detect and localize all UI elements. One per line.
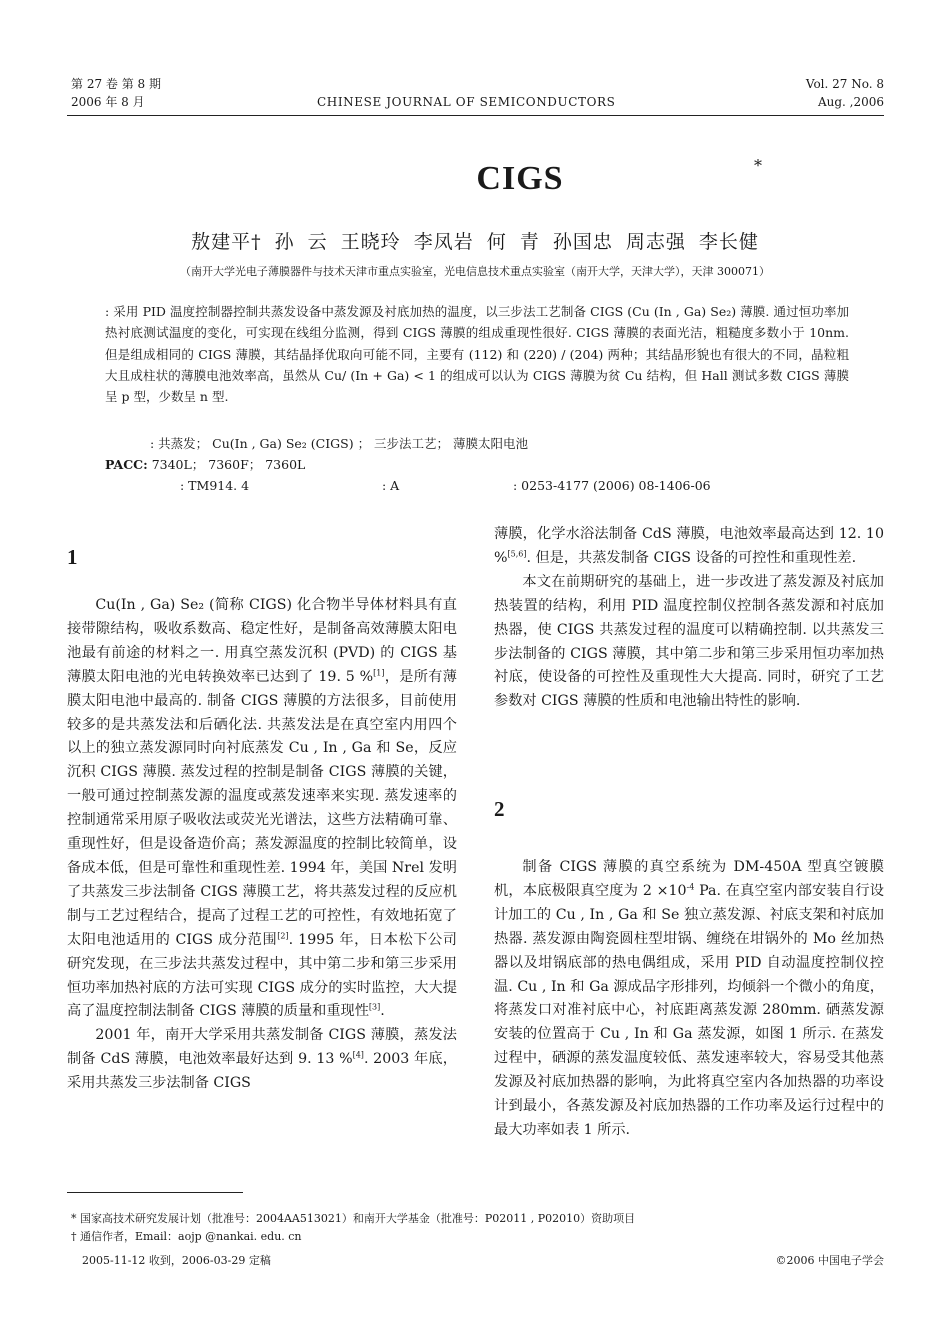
journal-name: CHINESE JOURNAL OF SEMICONDUCTORS [317,95,616,109]
ref-5-6: [5,6] [507,549,527,559]
section-2-heading: 2 [494,797,505,821]
document-code: : A [382,478,400,493]
intro-continued: 薄膜，化学水浴法制备 CdS 薄膜，电池效率最高达到 12. 10 %[5,6]. 但是，共蒸发制备 CIGS 设备的可控性和重现性差. [494,526,884,566]
volume-issue-en: Vol. 27 No. 8 [805,77,884,91]
date-en: Aug. ,2006 [817,95,884,109]
right-column-top [494,523,884,714]
pacc-label: PACC: [105,457,148,472]
right-column-section-2 [494,856,884,1143]
intro-paragraph-1: Cu(In , Ga) Se₂ (简称 CIGS) 化合物半导体材料具有直接带隙结构，吸收系数高、稳定性好，是制备高效薄膜太阳电池最有前途的材料之一. 用真空蒸发沉积 (PVD) 的 CIGS 基薄膜太阳电池的光电转换效率已达到了 19. 5 %[1]，是所有薄膜太阳电池中最高的. 制备 CIGS 薄膜的方法很多，目前使用较多的是共蒸发法和后硒化法. 共蒸发法是在真空室内用四个以上的独立蒸发源同时向衬底蒸发 Cu , In , Ga 和 Se，反应沉积 CIGS 薄膜. 蒸发过程的控制是制备 CIGS 薄膜的关键，一般可通过控制蒸发源的温度或蒸发速率来实现. 蒸发速率的控制通常采用原子吸收法或荧光光谱法，这些方法精确可靠、重现性好，但是设备造价高；蒸发源温度的控制比较简单，设备成本低，但是可靠性和重现性差. 1994 年，美国 Nrel 发明了共蒸发三步法制备 CIGS 薄膜工艺，将共蒸发过程的反应机制与工艺过程结合，提高了过程工艺的可控性，有效地拓宽了太阳电池适用的 CIGS 成分范围[2]. 1995 年，日本松下公司研究发现，在三步法共蒸发过程中，其中第二步和第三步采用恒功率加热衬底的方法可实现 CIGS 成分的实时监控，大大提高了温度控制法制备 CIGS 薄膜的质量和重现性[3]. [67,597,457,1020]
date-cn: 2006 年 8 月 [71,95,145,109]
received-date: 2005-11-12 收到，2006-03-29 定稿 [82,1254,271,1267]
ref-4: [4] [352,1050,364,1060]
affiliation: （南开大学光电子薄膜器件与技术天津市重点实验室，光电信息技术重点实验室（南开大学，天津大学），天津 300071） [180,265,770,278]
pacc-line [105,455,305,475]
funding-footnote: * 国家高技术研究发展计划（批准号：2004AA513021）和南开大学基金（批准号：P02011 , P02010）资助项目 [71,1212,636,1225]
clc-number: : TM914. 4 [180,478,250,493]
pacc-codes: 7340L； 7360F； 7360L [151,457,306,472]
author-list: 敖建平† 孙 云 王晓玲 李凤岩 何 青 孙国忠 周志强 李长健 [191,231,759,253]
copyright: ©2006 中国电子学会 [775,1254,884,1267]
header-rule [67,115,884,116]
footnote-rule [67,1192,243,1193]
corresponding-author: † 通信作者，Email：aojp @nankai. edu. cn [71,1230,302,1243]
article-id: : 0253-4177 (2006) 08-1406-06 [513,478,711,493]
intro-paragraph-3: 本文在前期研究的基础上，进一步改进了蒸发源及衬底加热装置的结构，利用 PID 温度控制仪控制各蒸发源和衬底加热器，使 CIGS 共蒸发过程的温度可以精确控制. 以共蒸发三步法制备的 CIGS 薄膜，其中第二步和第三步采用恒功率加热衬底，使设备的可控性及重现性大大提高. 同时，研究了工艺参数对 CIGS 薄膜的性质和电池输出特性的影响. [494,573,884,710]
left-column-body [67,594,457,1096]
intro-paragraph-2: 2001 年，南开大学采用共蒸发制备 CIGS 薄膜，蒸发法制备 CdS 薄膜，电池效率最好达到 9. 13 %[4]. 2003 年底，采用共蒸发三步法制备 CIGS [67,1027,457,1092]
volume-issue-cn: 第 27 卷 第 8 期 [71,77,161,91]
exponent: -4 [686,882,695,892]
paper-title: CIGS [476,160,564,197]
ref-1: [1] [373,667,385,677]
ref-2: [2] [277,930,289,940]
abstract: : 采用 PID 温度控制器控制共蒸发设备中蒸发源及衬底加热的温度，以三步法工艺制备 CIGS (Cu (In , Ga) Se₂) 薄膜. 通过恒功率加热衬底测试温度的变化，可实现在线组分监测，得到 CIGS 薄膜的组成重现性很好. CIGS 薄膜的表面光洁，粗糙度多数小于 10nm. 但是组成相同的 CIGS 薄膜，其结晶择优取向可能不同，主要有 (112) 和 (220) / (204) 两种；其结晶形貌也有很大的不同，晶粒粗大且成柱状的薄膜电池效率高，虽然从 Cu/ (In + Ga) < 1 的组成可以认为 CIGS 薄膜为贫 Cu 结构，但 Hall 测试多数 CIGS 薄膜呈 p 型，少数呈 n 型. [105,304,849,405]
keywords: : 共蒸发； Cu(In , Ga) Se₂ (CIGS) ； 三步法工艺； 薄膜太阳电池 [150,436,529,451]
title-footnote-mark: * [754,156,762,175]
ref-3: [3] [368,1002,381,1012]
experiment-paragraph: 制备 CIGS 薄膜的真空系统为 DM-450A 型真空镀膜机，本底极限真空度为 $2 \times 10^{-4}$ Pa. 在真空室内部安装自行设计加工的 Cu , In , Ga 和 Se 独立蒸发源、衬底支架和衬底加热器. 蒸发源由陶瓷圆柱型坩锅、缠绕在坩锅外的 Mo 丝加热器以及坩锅底部的热电偶组成，采用 PID 自动温度控制仪控温. Cu , In 和 Ga 源成品字形排列，均倾斜一个微小的角度，将蒸发口对准衬底中心，衬底距离蒸发源 280mm. 硒蒸发源安装的位置高于 Cu , In 和 Ga 蒸发源，如图 1 所示. 在蒸发过程中，硒源的蒸发温度较低、蒸发速率较大，容易受其他蒸发源及衬底加热器的影响，为此将真空室内各加热器的功率设计到最小，各蒸发源及衬底加热器的工作功率及运行过程中的最大功率如表 1 所示. [494,859,884,1138]
section-1-heading: 1 [67,545,78,569]
